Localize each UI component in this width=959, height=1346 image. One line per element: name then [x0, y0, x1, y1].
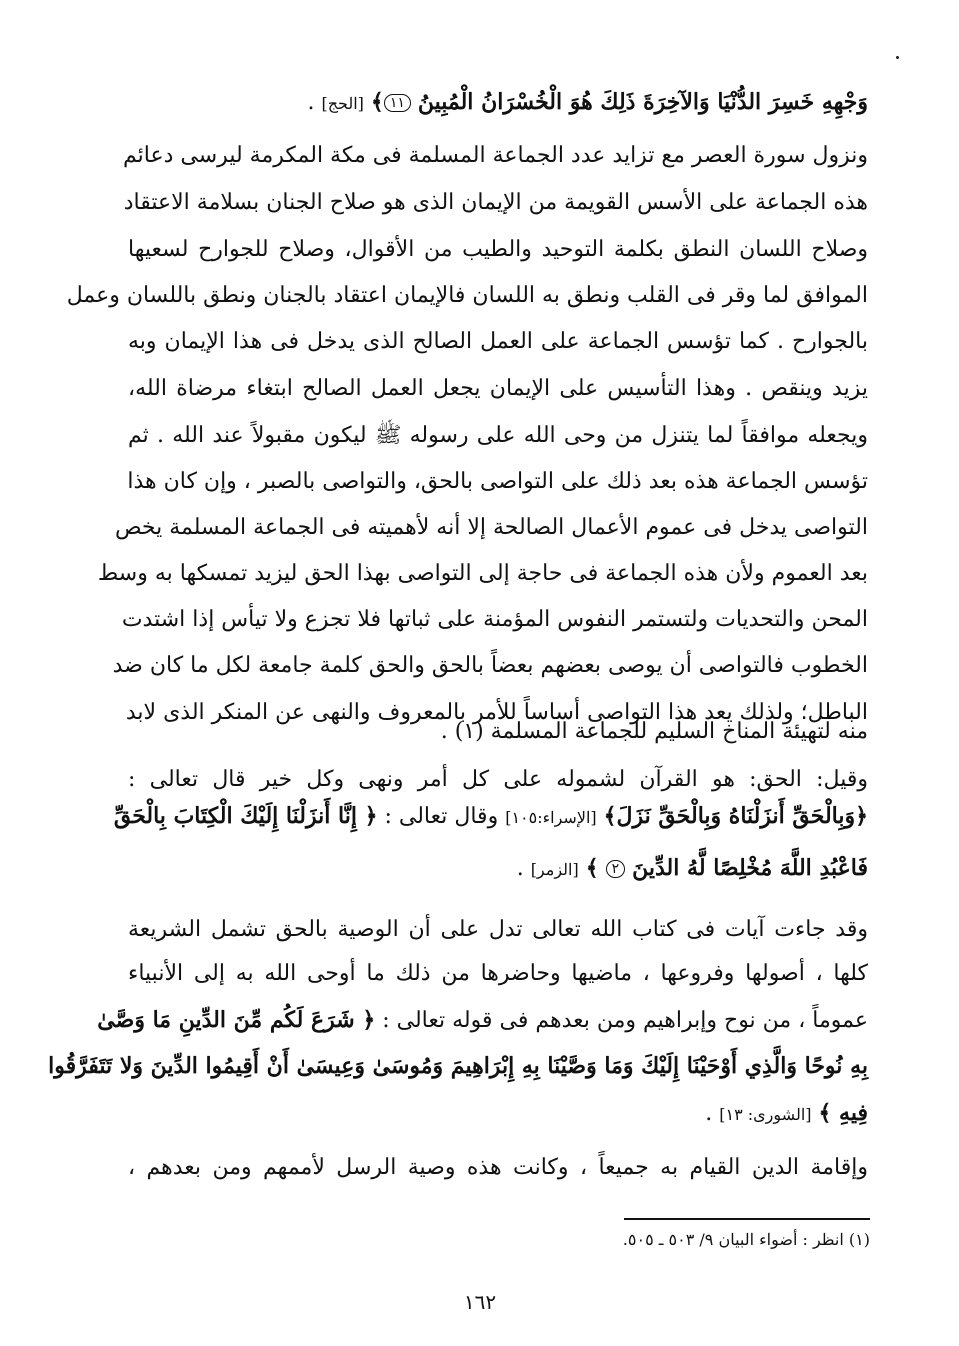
body-line: تؤسس الجماعة هذه بعد ذلك على التواصى بالحق، والتواصى بالصبر ، وإن كان هذا — [127, 469, 868, 494]
qala-taala: وقال تعالى : — [384, 804, 499, 829]
surah-reference: [الحج] — [321, 94, 364, 113]
zumar-reference: [الزمر] — [530, 860, 579, 879]
para4-line: وإقامة الدين القيام به جميعاً ، وكانت هذه وصية الرسل لأممهم ومن بعدهم ، — [128, 1155, 868, 1180]
body-line: الموافق لما وقر فى القلب ونطق به اللسان فالإيمان اعتقاد بالجنان ونطق باللسان وعمل — [66, 283, 868, 308]
para3-line2: كلها ، أصولها وفروعها ، ماضيها وحاضرها من ذلك ما أوحى الله به إلى الأنبياء — [128, 961, 868, 986]
ayah-close-bracket: ﴾ — [585, 855, 599, 881]
ayah-number: ٢ — [606, 860, 626, 878]
para3-line1: وقد جاءت آيات فى كتاب الله تعالى تدل على أن الوصية بالحق تشمل الشريعة — [128, 917, 868, 942]
body-line: ونزول سورة العصر مع تزايد عدد الجماعة المسلمة فى مكة المكرمة ليرسى دعائم — [123, 143, 868, 168]
body-line: بعد العموم ولأن هذه الجماعة فى حاجة إلى التواصى بهذا الحق ليزيد تمسكها به وسط — [97, 561, 868, 586]
body-line: وصلاح اللسان النطق بكلمة التوحيد والطيب من الأقوال، وصلاح للجوارح لسعيها — [128, 237, 868, 262]
speck-mark — [896, 56, 899, 59]
body-line: الباطل؛ ولذلك يعد هذا التواصى أساساً للأمر بالمعروف والنهى عن المنكر الذى لابد — [125, 700, 868, 725]
line-end-dot: . — [516, 856, 524, 881]
page-number: ١٦٢ — [463, 1290, 497, 1314]
ayah-zumar-end: فَاعْبُدِ اللَّهَ مُخْلِصًا لَّهُ الدِّينَ — [632, 855, 868, 881]
ayah-shura-end: فِيهِ ﴾ — [818, 1100, 868, 1126]
para2-line2 — [113, 800, 868, 834]
para2-line1: وقيل: الحق: هو القرآن لشموله على كل أمر ونهى وكل خير قال تعالى : — [128, 767, 868, 792]
ayah-close-bracket: ﴾ — [370, 89, 384, 115]
line-end-dot: . — [307, 90, 315, 115]
para3-line5 — [128, 1097, 868, 1131]
footnote-separator — [624, 1218, 870, 1220]
line-end-dot: . — [705, 1101, 713, 1126]
body-line: يزيد وينقص . وهذا التأسيس على الإيمان يجعل العمل الصالح ابتغاء مرضاة الله، — [128, 376, 868, 401]
ayah-isra: ﴿وَبِالْحَقِّ أَنزَلْنَاهُ وَبِالْحَقِّ نَزَلَ﴾ — [603, 803, 868, 829]
ayah-text: وَجْهِهِ خَسِرَ الدُّنْيَا وَالآخِرَةَ ذَلِكَ هُوَ الْخُسْرَانُ الْمُبِينُ — [417, 89, 868, 115]
body-line: التواصى يدخل فى عموم الأعمال الصالحة إلا أنه لأهميته فى الجماعة المسلمة يخص — [114, 515, 868, 540]
shura-reference: [الشورى: ١٣] — [719, 1105, 812, 1124]
ayah-zumar-start: ﴿ إِنَّا أَنزَلْنَا إِلَيْكَ الْكِتَابَ بِالْحَقِّ — [113, 803, 378, 829]
ayah-line-top — [128, 86, 868, 120]
ayah-number: ١١ — [384, 94, 411, 112]
isra-reference: [الإسراء:١٠٥] — [505, 808, 597, 827]
para3-line3 — [97, 1004, 868, 1037]
footnote: (١) انظر : أضواء البيان ٩/ ٥٠٣ ـ ٥٠٥. — [622, 1230, 870, 1249]
body-line: بالجوارح . كما تؤسس الجماعة على العمل الصالح الذى يدخل فى هذا الإيمان وبه — [128, 329, 868, 354]
body-line: الخطوب فالتواصى أن يوصى بعضهم بعضاً بالحق والحق كلمة جامعة لكل ما كان ضد — [112, 653, 868, 678]
para3-text: عموماً ، من نوح وإبراهيم ومن بعدهم فى قوله تعالى : — [382, 1008, 868, 1033]
para3-line4 — [48, 1050, 868, 1083]
body-line: ويجعله موافقاً لما يتنزل من وحى الله على رسوله ﷺ ليكون مقبولاً عند الله . ثم — [128, 423, 868, 448]
ayah-shura-start: ﴿ شَرَعَ لَكُم مِّنَ الدِّينِ مَا وَصَّىٰ — [97, 1007, 376, 1033]
ayah-shura-middle: بِهِ نُوحًا وَالَّذِي أَوْحَيْنَا إِلَيْكَ وَمَا وَصَّيْنَا بِهِ إِبْرَاهِيمَ وَمُوسَىٰ وَعِيسَىٰ أَنْ أَقِيمُوا الدِّينَ وَلا تَتَفَرَّقُوا — [48, 1053, 868, 1079]
para2-line3 — [128, 852, 868, 886]
body-line: هذه الجماعة على الأسس القويمة من الإيمان الذى هو صلاح الجنان بسلامة الاعتقاد — [123, 190, 868, 215]
body-line-last: منه لتهيئة المناخ السليم للجماعة المسلمة (١) . — [440, 719, 868, 744]
body-line: المحن والتحديات ولتستمر النفوس المؤمنة على ثباتها فلا تجزع ولا تيأس إذا اشتدت — [121, 607, 868, 632]
